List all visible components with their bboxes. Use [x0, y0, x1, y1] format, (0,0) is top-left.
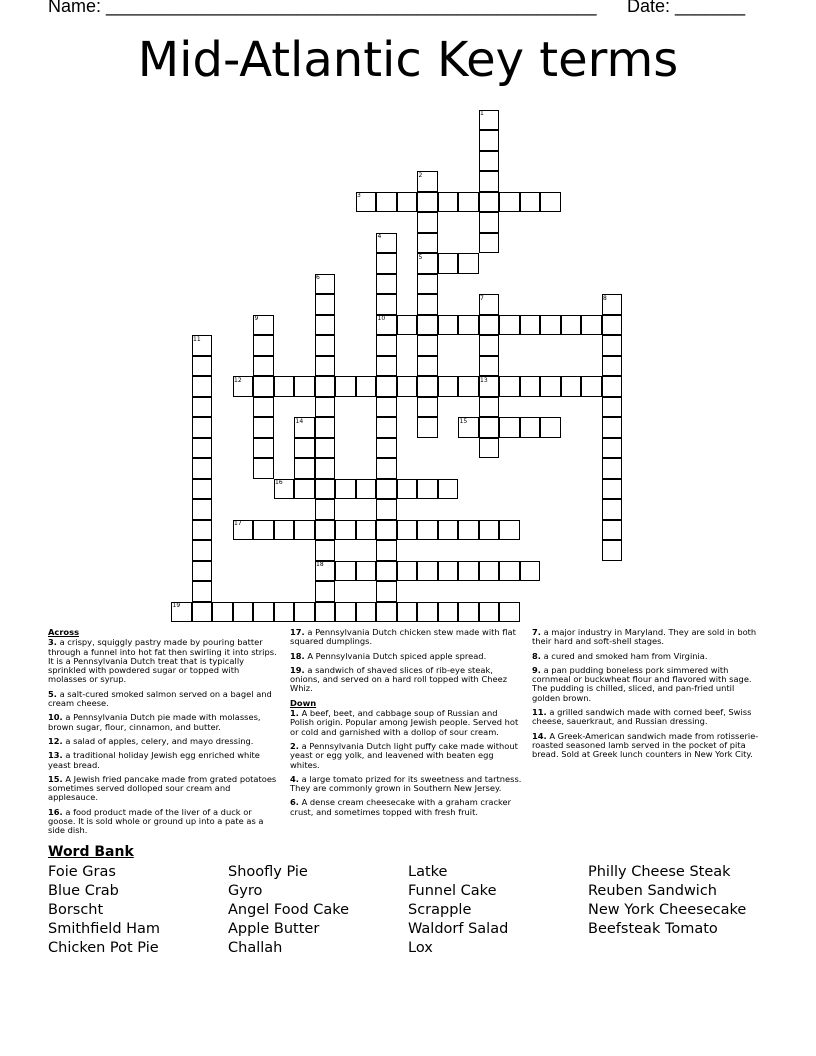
word-bank-item: Lox — [408, 940, 433, 956]
grid-cell[interactable] — [192, 499, 213, 520]
word-bank-item: Apple Butter — [228, 921, 320, 937]
across-clue-12: 12. a salad of apples, celery, and mayo dressing. — [48, 735, 254, 746]
grid-clue-number: 8 — [603, 294, 607, 302]
grid-cell[interactable] — [417, 479, 438, 500]
grid-cell[interactable] — [417, 233, 438, 254]
grid-cell[interactable] — [376, 335, 397, 356]
grid-cell[interactable] — [602, 356, 623, 377]
grid-cell[interactable] — [397, 192, 418, 213]
down-clue-6: 6. A dense cream cheesecake with a graham cracker crust, and sometimes topped with fresh fruit. — [290, 797, 512, 817]
grid-cell[interactable] — [376, 274, 397, 295]
grid-cell[interactable] — [315, 376, 336, 397]
grid-cell[interactable] — [499, 417, 520, 438]
word-bank-item: Smithfield Ham — [48, 921, 161, 937]
down-heading: Down — [290, 697, 317, 708]
grid-cell[interactable] — [376, 458, 397, 479]
grid-cell[interactable] — [376, 499, 397, 520]
grid-cell[interactable] — [294, 520, 315, 541]
grid-cell[interactable] — [417, 356, 438, 377]
grid-cell[interactable] — [417, 315, 438, 336]
grid-cell[interactable] — [397, 315, 418, 336]
grid-cell[interactable] — [458, 520, 479, 541]
grid-clue-number: 6 — [316, 274, 320, 281]
grid-cell[interactable] — [315, 499, 336, 520]
grid-cell[interactable] — [192, 520, 213, 541]
grid-clue-number: 19 — [172, 602, 181, 609]
grid-cell[interactable] — [356, 520, 377, 541]
grid-cell[interactable] — [499, 315, 520, 336]
grid-cell[interactable] — [253, 397, 274, 418]
grid-cell[interactable] — [253, 458, 274, 479]
grid-clue-number: 2 — [418, 171, 423, 179]
grid-cell[interactable] — [376, 417, 397, 438]
grid-cell[interactable] — [499, 376, 520, 397]
word-bank-column-2 — [228, 863, 349, 958]
word-bank-item: Philly Cheese Steak — [588, 864, 731, 880]
date-field-label: Date: _______ — [627, 0, 746, 16]
grid-cell[interactable] — [561, 315, 582, 336]
word-bank-title: Word Bank — [48, 844, 134, 860]
grid-cell[interactable] — [438, 561, 459, 582]
grid-cell[interactable] — [192, 356, 213, 377]
grid-cell[interactable] — [438, 376, 459, 397]
grid-cell[interactable] — [315, 335, 336, 356]
grid-cell[interactable] — [602, 397, 623, 418]
grid-clue-number: 16 — [275, 479, 283, 486]
grid-cell[interactable] — [376, 192, 397, 213]
grid-cell[interactable] — [438, 192, 459, 213]
grid-cell[interactable] — [499, 561, 520, 582]
grid-cell[interactable] — [458, 192, 479, 213]
grid-clue-number: 1 — [480, 110, 484, 117]
grid-cell[interactable] — [581, 376, 602, 397]
grid-cell[interactable] — [417, 561, 438, 582]
grid-clue-number: 3 — [357, 192, 361, 199]
grid-cell[interactable] — [356, 479, 377, 500]
grid-cell[interactable] — [192, 479, 213, 500]
grid-cell[interactable] — [438, 602, 459, 623]
grid-cell[interactable] — [479, 192, 500, 213]
grid-cell[interactable] — [417, 274, 438, 295]
grid-cell[interactable] — [294, 458, 315, 479]
grid-cell[interactable] — [192, 581, 213, 602]
clues-column-2 — [290, 628, 522, 822]
grid-cell[interactable] — [192, 540, 213, 561]
grid-cell[interactable] — [479, 130, 500, 151]
across-clue-13: 13. a traditional holiday Jewish egg enriched white yeast bread. — [48, 750, 260, 770]
across-clue-10: 10. a Pennsylvania Dutch pie made with molasses, brown sugar, flour, cinnamon, and butter. — [48, 712, 261, 732]
grid-cell[interactable] — [376, 561, 397, 582]
grid-cell[interactable] — [438, 253, 459, 274]
grid-cell[interactable] — [376, 294, 397, 315]
grid-cell[interactable] — [335, 602, 356, 623]
across-clue-19: 19. a sandwich of shaved slices of rib-eye steak, onions, and served on a hard roll topped with Cheez Whiz. — [290, 664, 508, 694]
grid-cell[interactable] — [253, 438, 274, 459]
grid-cell[interactable] — [397, 602, 418, 623]
grid-cell[interactable] — [192, 458, 213, 479]
word-bank-item: Chicken Pot Pie — [48, 940, 159, 956]
grid-clue-number: 5 — [418, 253, 423, 261]
grid-cell[interactable] — [479, 561, 500, 582]
grid-cell[interactable] — [212, 602, 233, 623]
grid-cell[interactable] — [294, 438, 315, 459]
down-clue-11: 11. a grilled sandwich made with corned beef, Swiss cheese, sauerkraut, and Russian dressing. — [532, 707, 752, 727]
grid-cell[interactable] — [499, 192, 520, 213]
word-bank-item: Waldorf Salad — [408, 921, 509, 937]
grid-cell[interactable] — [602, 376, 623, 397]
word-bank-item: Beefsteak Tomato — [588, 921, 718, 937]
grid-cell[interactable] — [417, 294, 438, 315]
grid-clue-number: 10 — [377, 315, 386, 322]
across-heading: Across — [48, 627, 80, 637]
grid-cell[interactable] — [315, 581, 336, 602]
across-clue-17: 17. a Pennsylvania Dutch chicken stew made with flat squared dumplings. — [290, 627, 516, 647]
clues-column-1 — [48, 628, 280, 841]
grid-cell[interactable] — [192, 438, 213, 459]
word-bank-item: Foie Gras — [48, 864, 116, 880]
grid-cell[interactable] — [417, 397, 438, 418]
grid-cell[interactable] — [274, 602, 295, 623]
grid-cell[interactable] — [192, 397, 213, 418]
grid-cell[interactable] — [315, 438, 336, 459]
grid-cell[interactable] — [315, 356, 336, 377]
grid-clue-number: 17 — [234, 520, 242, 527]
word-bank-item: Funnel Cake — [408, 883, 497, 899]
grid-cell[interactable] — [376, 356, 397, 377]
grid-cell[interactable] — [376, 602, 397, 623]
grid-cell[interactable] — [376, 479, 397, 500]
grid-cell[interactable] — [458, 376, 479, 397]
grid-cell[interactable] — [274, 376, 295, 397]
word-bank-item: Borscht — [48, 902, 104, 918]
grid-cell[interactable] — [397, 376, 418, 397]
grid-cell[interactable] — [315, 540, 336, 561]
grid-cell[interactable] — [540, 192, 561, 213]
grid-cell[interactable] — [376, 520, 397, 541]
grid-cell[interactable] — [479, 171, 500, 192]
grid-cell[interactable] — [458, 561, 479, 582]
grid-cell[interactable] — [417, 192, 438, 213]
grid-cell[interactable] — [335, 479, 356, 500]
grid-cell[interactable] — [479, 151, 500, 172]
grid-cell[interactable] — [458, 602, 479, 623]
grid-cell[interactable] — [376, 376, 397, 397]
down-clue-9: 9. a pan pudding boneless pork simmered with cornmeal or buckwheat flour and flavored with sage. The pudding is chilled, sliced, and pan-fried until golden brown. — [532, 664, 752, 703]
grid-cell[interactable] — [376, 397, 397, 418]
grid-cell[interactable] — [315, 315, 336, 336]
grid-cell[interactable] — [192, 602, 213, 623]
grid-cell[interactable] — [438, 315, 459, 336]
grid-cell[interactable] — [274, 520, 295, 541]
across-clue-3: 3. a crispy, squiggly pastry made by pouring batter through a funnel into hot fat then swirling it into strips. It is a Pennsylvania Dutch treat that is typically sprinkled with powdered sugar or topped with molasses or syrup. — [48, 637, 277, 685]
grid-clue-number: 13 — [480, 376, 488, 384]
grid-cell[interactable] — [499, 602, 520, 623]
grid-cell[interactable] — [253, 520, 274, 541]
word-bank-item: New York Cheesecake — [588, 902, 747, 918]
grid-cell[interactable] — [315, 294, 336, 315]
grid-cell[interactable] — [602, 520, 623, 541]
grid-cell[interactable] — [561, 376, 582, 397]
grid-cell[interactable] — [602, 315, 623, 336]
grid-cell[interactable] — [397, 479, 418, 500]
down-clue-8: 8. a cured and smoked ham from Virginia. — [532, 650, 708, 661]
grid-cell[interactable] — [540, 417, 561, 438]
grid-cell[interactable] — [602, 335, 623, 356]
grid-cell[interactable] — [417, 520, 438, 541]
across-clue-15: 15. A Jewish fried pancake made from grated potatoes sometimes served dolloped sour cream and applesauce. — [48, 773, 277, 803]
across-clue-18: 18. A Pennsylvania Dutch spiced apple spread. — [290, 650, 487, 661]
grid-cell[interactable] — [581, 315, 602, 336]
word-bank-column-4 — [588, 863, 746, 939]
grid-cell[interactable] — [315, 417, 336, 438]
down-clue-2: 2. a Pennsylvania Dutch light puffy cake made without yeast or egg yolk, and leavened with beaten egg whites. — [290, 740, 518, 770]
grid-cell[interactable] — [479, 356, 500, 377]
word-bank-column-3 — [408, 863, 508, 958]
grid-cell[interactable] — [602, 540, 623, 561]
grid-cell[interactable] — [479, 438, 500, 459]
word-bank-item: Reuben Sandwich — [588, 883, 717, 899]
grid-clue-number: 14 — [295, 417, 304, 425]
grid-cell[interactable] — [602, 499, 623, 520]
grid-cell[interactable] — [335, 376, 356, 397]
grid-cell[interactable] — [315, 458, 336, 479]
grid-cell[interactable] — [520, 376, 541, 397]
grid-cell[interactable] — [192, 376, 213, 397]
grid-cell[interactable] — [356, 602, 377, 623]
word-bank-item: Challah — [228, 940, 283, 956]
grid-cell[interactable] — [520, 417, 541, 438]
grid-cell[interactable] — [438, 520, 459, 541]
grid-cell[interactable] — [417, 602, 438, 623]
grid-cell[interactable] — [315, 397, 336, 418]
grid-cell[interactable] — [458, 315, 479, 336]
grid-cell[interactable] — [335, 520, 356, 541]
grid-clue-number: 7 — [480, 294, 484, 302]
grid-cell[interactable] — [356, 561, 377, 582]
grid-cell[interactable] — [253, 356, 274, 377]
grid-cell[interactable] — [479, 602, 500, 623]
grid-cell[interactable] — [499, 520, 520, 541]
grid-cell[interactable] — [253, 335, 274, 356]
grid-cell[interactable] — [458, 253, 479, 274]
grid-cell[interactable] — [335, 561, 356, 582]
grid-cell[interactable] — [294, 376, 315, 397]
word-bank-item: Blue Crab — [48, 883, 119, 899]
grid-clue-number: 9 — [254, 315, 259, 322]
grid-cell[interactable] — [520, 561, 541, 582]
grid-cell[interactable] — [397, 561, 418, 582]
grid-cell[interactable] — [540, 315, 561, 336]
grid-cell[interactable] — [479, 315, 500, 336]
grid-cell[interactable] — [417, 376, 438, 397]
across-clue-16: 16. a food product made of the liver of a duck or goose. It is sold whole or ground up into a pate as a side dish. — [48, 806, 264, 836]
word-bank-item: Latke — [408, 864, 448, 880]
grid-cell[interactable] — [376, 253, 397, 274]
grid-cell[interactable] — [602, 417, 623, 438]
grid-cell[interactable] — [479, 397, 500, 418]
grid-cell[interactable] — [417, 417, 438, 438]
grid-cell[interactable] — [315, 602, 336, 623]
grid-clue-number: 18 — [316, 561, 324, 568]
grid-cell[interactable] — [479, 417, 500, 438]
grid-clue-number: 11 — [193, 335, 201, 343]
grid-cell[interactable] — [192, 417, 213, 438]
grid-cell[interactable] — [520, 315, 541, 336]
down-clue-4: 4. a large tomato prized for its sweetness and tartness. They are commonly grown in Southern New Jersey. — [290, 773, 522, 794]
grid-cell[interactable] — [479, 233, 500, 254]
grid-cell[interactable] — [192, 561, 213, 582]
page-title: Mid-Atlantic Key terms — [137, 32, 679, 88]
grid-cell[interactable] — [294, 479, 315, 500]
grid-clue-number: 12 — [234, 376, 242, 384]
grid-cell[interactable] — [315, 520, 336, 541]
grid-cell[interactable] — [397, 520, 418, 541]
grid-cell[interactable] — [294, 602, 315, 623]
grid-cell[interactable] — [602, 479, 623, 500]
down-clue-14: 14. A Greek-American sandwich made from rotisserie-roasted seasoned lamb served in the pocket of pita bread. Sold at Greek lunch counters in New York City. — [532, 730, 759, 760]
grid-clue-number: 15 — [459, 417, 468, 425]
grid-cell[interactable] — [479, 212, 500, 233]
grid-cell[interactable] — [540, 376, 561, 397]
grid-cell[interactable] — [602, 458, 623, 479]
grid-cell[interactable] — [602, 438, 623, 459]
grid-cell[interactable] — [479, 520, 500, 541]
grid-cell[interactable] — [520, 192, 541, 213]
grid-cell[interactable] — [315, 479, 336, 500]
word-bank-column-1 — [48, 863, 160, 958]
down-clue-7: 7. a major industry in Maryland. They are sold in both their hard and soft-shell stages. — [532, 627, 757, 647]
word-bank-item: Angel Food Cake — [228, 902, 350, 918]
grid-cell[interactable] — [376, 438, 397, 459]
across-clue-5: 5. a salt-cured smoked salmon served on a bagel and cream cheese. — [48, 688, 272, 709]
grid-cell[interactable] — [417, 335, 438, 356]
word-bank-item: Shoofly Pie — [228, 864, 308, 880]
word-bank-item: Scrapple — [408, 902, 472, 918]
clues-column-3 — [532, 628, 764, 765]
grid-cell[interactable] — [253, 417, 274, 438]
grid-cell[interactable] — [253, 602, 274, 623]
name-field-label: Name: _________________________________________________ — [48, 0, 597, 16]
grid-cell[interactable] — [417, 212, 438, 233]
grid-clue-number: 4 — [377, 233, 382, 240]
grid-cell[interactable] — [376, 540, 397, 561]
grid-cell[interactable] — [479, 335, 500, 356]
grid-cell[interactable] — [253, 376, 274, 397]
grid-cell[interactable] — [376, 581, 397, 602]
grid-cell[interactable] — [438, 479, 459, 500]
down-clue-1: 1. A beef, beet, and cabbage soup of Russian and Polish origin. Popular among Jewish people. Served hot or cold and garnished with a dollop of sour cream. — [290, 708, 519, 737]
grid-cell[interactable] — [233, 602, 254, 623]
word-bank-item: Gyro — [228, 883, 263, 899]
grid-cell[interactable] — [356, 376, 377, 397]
